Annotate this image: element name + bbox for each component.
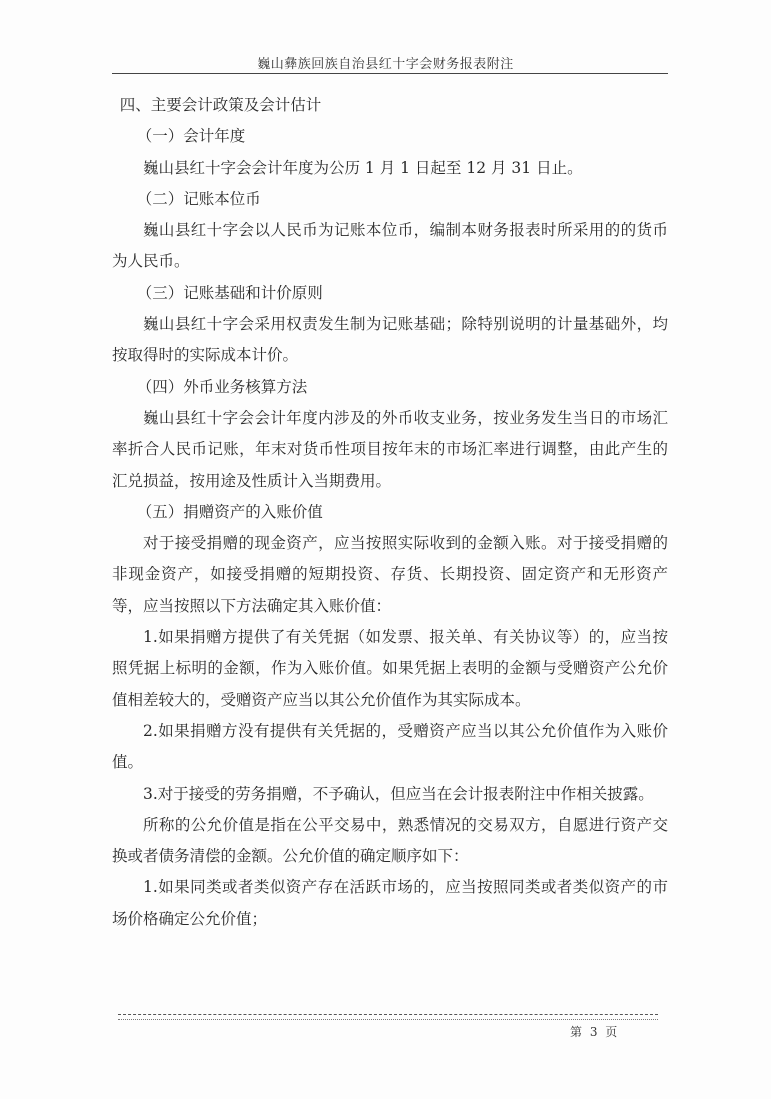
subsection-title-accounting-basis: （三）记账基础和计价原则 <box>136 283 323 302</box>
subsection-title-donated-assets: （五）捐赠资产的入账价值 <box>136 502 323 521</box>
subsection-title-currency: （二）记账本位币 <box>136 189 261 208</box>
paragraph-donated-assets-intro: 对于接受捐赠的现金资产，应当按照实际收到的金额入账。对于接受捐赠的非现金资产，如接受捐赠的短期投资、存货、长期投资、固定资产和无形资产等，应当按照以下方法确定其入账价值： <box>112 534 668 615</box>
subsection-title-fiscal-year: （一）会计年度 <box>136 127 246 146</box>
paragraph-fair-value-order-1: 1.如果同类或者类似资产存在活跃市场的，应当按照同类或者类似资产的市场价格确定公允价值； <box>112 878 668 928</box>
section-title: 四、主要会计政策及会计估计 <box>119 96 322 114</box>
header-divider <box>112 73 668 74</box>
document-body <box>112 90 668 935</box>
footer-divider <box>118 1014 658 1015</box>
paragraph-fiscal-year: 巍山县红十字会会计年度为公历 1 月 1 日起至 12 月 31 日止。 <box>143 158 583 177</box>
paragraph-donated-assets-rule-1: 1.如果捐赠方提供了有关凭据（如发票、报关单、有关协议等）的，应当按照凭据上标明的金额，作为入账价值。如果凭据上表明的金额与受赠资产公允价值相差较大的，受赠资产应当以其公允价值作为其实际成本。 <box>112 628 668 709</box>
subsection-title-foreign-currency: （四）外币业务核算方法 <box>136 377 308 396</box>
paragraph-fair-value-definition: 所称的公允价值是指在公平交易中，熟悉情况的交易双方，自愿进行资产交换或者债务清偿的金额。公允价值的确定顺序如下： <box>112 815 668 866</box>
page-number: 第 3 页 <box>570 1025 620 1039</box>
paragraph-donated-assets-rule-2: 2.如果捐赠方没有提供有关凭据的，受赠资产应当以其公允价值作为入账价值。 <box>112 721 668 772</box>
paragraph-currency: 巍山县红十字会以人民币为记账本位币，编制本财务报表时所采用的的货币为人民币。 <box>112 221 668 271</box>
paragraph-foreign-currency: 巍山县红十字会会计年度内涉及的外币收支业务，按业务发生当日的市场汇率折合人民币记账，年末对货币性项目按年末的市场汇率进行调整，由此产生的汇兑损益，按用途及性质计入当期费用。 <box>112 408 668 490</box>
paragraph-accounting-basis: 巍山县红十字会采用权责发生制为记账基础；除特别说明的计量基础外，均按取得时的实际成本计价。 <box>112 315 668 365</box>
document-header-title: 巍山彝族回族自治县红十字会财务报表附注 <box>257 57 514 72</box>
footer-divider-secondary <box>118 1019 658 1020</box>
paragraph-donated-assets-rule-3: 3.对于接受的劳务捐赠，不予确认，但应当在会计报表附注中作相关披露。 <box>143 784 654 803</box>
